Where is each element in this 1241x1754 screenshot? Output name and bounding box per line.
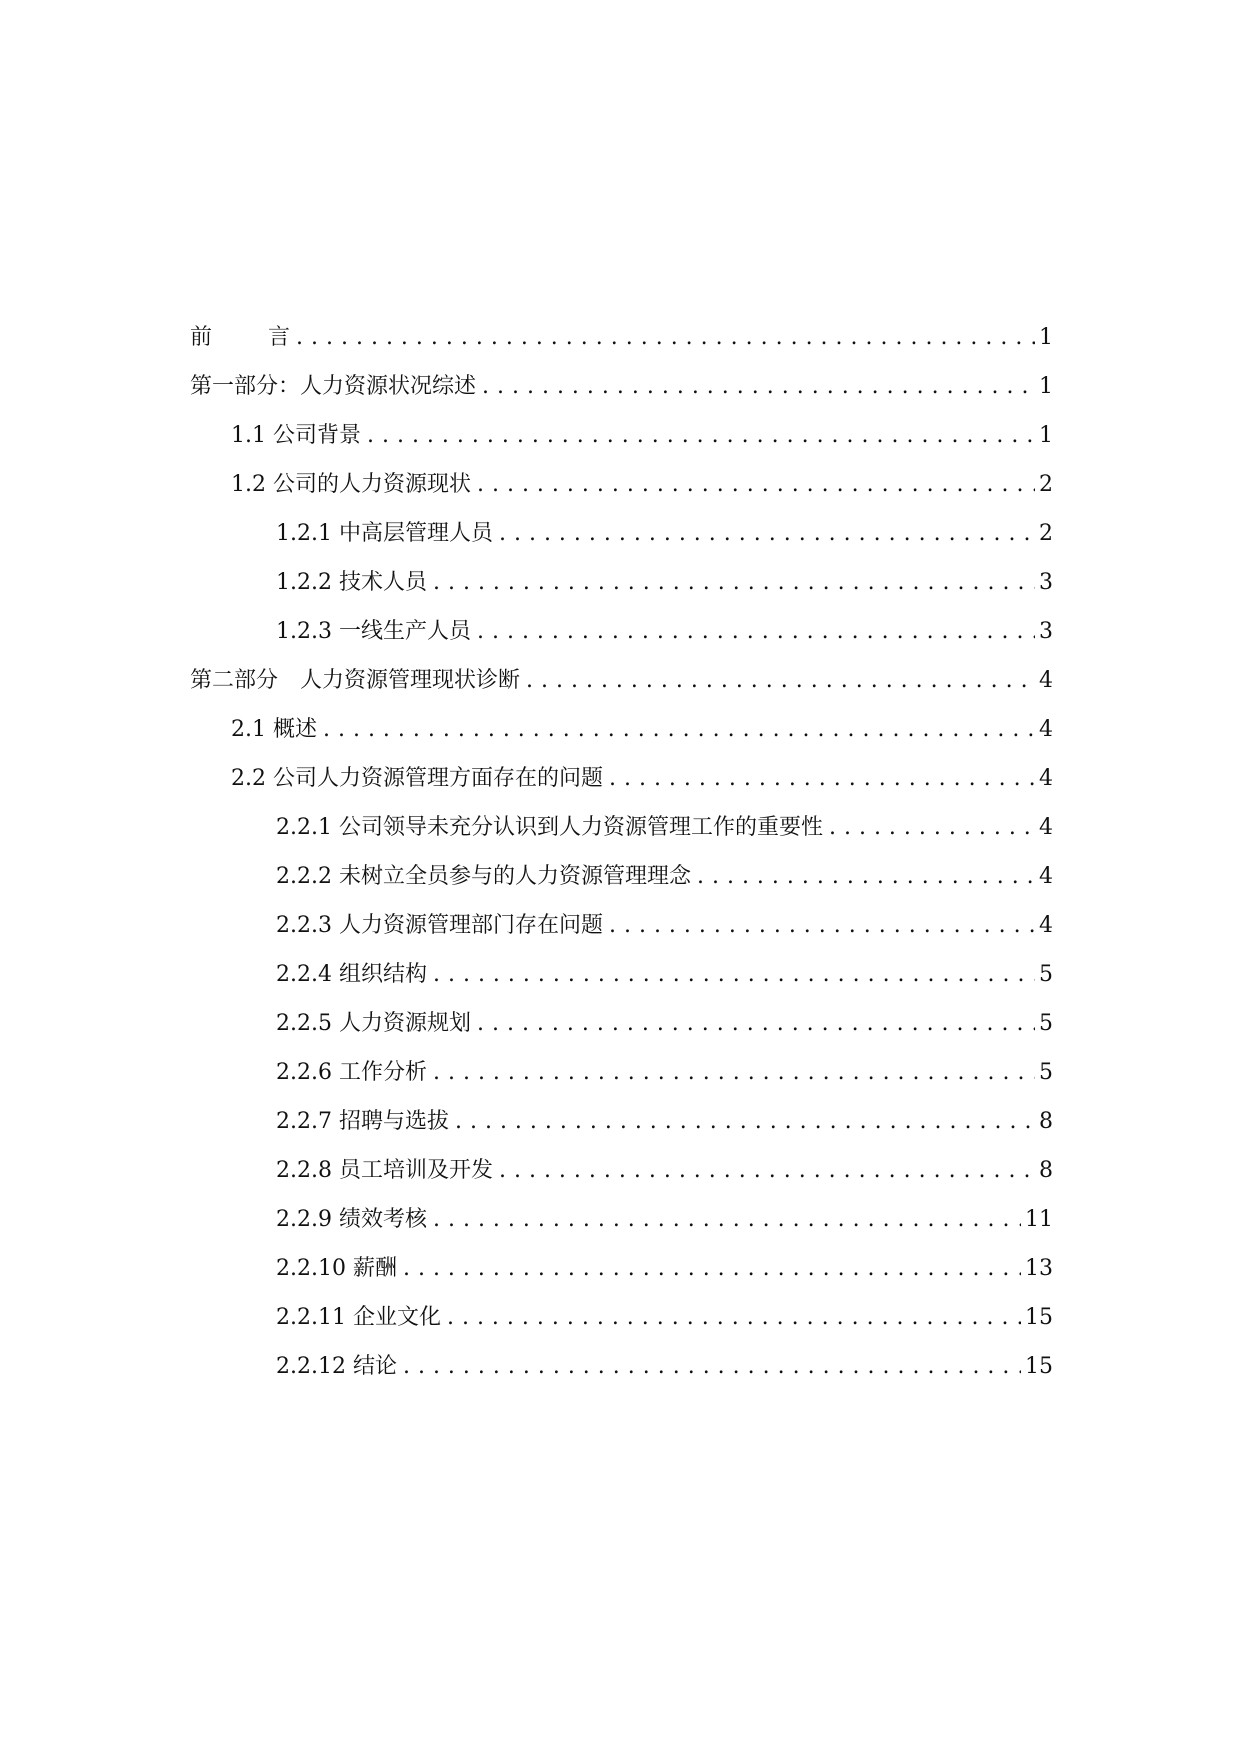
toc-page-number: 5 xyxy=(1039,1060,1053,1085)
toc-dot-leader xyxy=(455,1107,1035,1137)
toc-dot-leader xyxy=(499,519,1035,549)
toc-entry-label: 2.2.6 工作分析 xyxy=(276,1060,427,1085)
toc-entry-label: 1.1 公司背景 xyxy=(231,423,361,448)
toc-dot-leader xyxy=(433,1058,1035,1088)
toc-entry-1-2-1[interactable] xyxy=(0,519,1241,549)
toc-page-number: 3 xyxy=(1039,619,1053,644)
toc-page-number: 5 xyxy=(1039,962,1053,987)
toc-entry-2-2[interactable] xyxy=(0,764,1241,794)
toc-dot-leader xyxy=(477,617,1035,647)
toc-page-number: 4 xyxy=(1039,864,1053,889)
toc-page-number: 8 xyxy=(1039,1109,1053,1134)
toc-page-number: 8 xyxy=(1039,1158,1053,1183)
toc-entry-label: 2.2.8 员工培训及开发 xyxy=(276,1158,493,1183)
toc-entry-label: 2.1 概述 xyxy=(231,717,317,742)
toc-page-number: 2 xyxy=(1039,521,1053,546)
toc-page-number: 2 xyxy=(1039,472,1053,497)
toc-dot-leader xyxy=(367,421,1035,451)
toc-dot-leader xyxy=(477,470,1035,500)
toc-entry-label: 第一部分：人力资源状况综述 xyxy=(190,374,477,399)
toc-entry-label: 1.2.1 中高层管理人员 xyxy=(276,521,493,546)
toc-entry-label: 2.2 公司人力资源管理方面存在的问题 xyxy=(231,766,603,791)
toc-dot-leader xyxy=(403,1254,1021,1284)
toc-entry-2-2-2[interactable] xyxy=(0,862,1241,892)
toc-entry-2-2-6[interactable] xyxy=(0,1058,1241,1088)
toc-page-number: 4 xyxy=(1039,913,1053,938)
toc-entry-2-2-11[interactable] xyxy=(0,1303,1241,1333)
toc-page-number: 4 xyxy=(1039,717,1053,742)
toc-entry-label: 2.2.11 企业文化 xyxy=(276,1305,441,1330)
toc-entry-part1[interactable] xyxy=(0,372,1241,402)
toc-entry-foreword[interactable] xyxy=(0,323,1241,353)
toc-entry-1-1[interactable] xyxy=(0,421,1241,451)
toc-entry-label: 第二部分 人力资源管理现状诊断 xyxy=(190,668,521,693)
toc-dot-leader xyxy=(447,1303,1021,1333)
toc-entry-label: 前 言 xyxy=(190,325,291,350)
toc-entry-2-2-10[interactable] xyxy=(0,1254,1241,1284)
toc-page-number: 1 xyxy=(1039,325,1053,350)
toc-dot-leader xyxy=(323,715,1035,745)
toc-entry-1-2-2[interactable] xyxy=(0,568,1241,598)
toc-entry-label: 2.2.10 薪酬 xyxy=(276,1256,397,1281)
toc-page-number: 15 xyxy=(1025,1305,1053,1330)
toc-entry-2-2-7[interactable] xyxy=(0,1107,1241,1137)
toc-dot-leader xyxy=(526,666,1035,696)
toc-entry-label: 2.2.12 结论 xyxy=(276,1354,397,1379)
toc-entry-2-2-9[interactable] xyxy=(0,1205,1241,1235)
toc-entry-2-2-8[interactable] xyxy=(0,1156,1241,1186)
toc-entry-label: 2.2.7 招聘与选拔 xyxy=(276,1109,449,1134)
toc-dot-leader xyxy=(403,1352,1021,1382)
toc-entry-label: 2.2.5 人力资源规划 xyxy=(276,1011,471,1036)
toc-dot-leader xyxy=(697,862,1035,892)
toc-entry-2-2-4[interactable] xyxy=(0,960,1241,990)
toc-page-number: 13 xyxy=(1025,1256,1053,1281)
toc-page-number: 4 xyxy=(1039,766,1053,791)
toc-dot-leader xyxy=(829,813,1035,843)
toc-dot-leader xyxy=(433,568,1035,598)
toc-entry-2-1[interactable] xyxy=(0,715,1241,745)
toc-entry-label: 2.2.9 绩效考核 xyxy=(276,1207,427,1232)
toc-dot-leader xyxy=(433,960,1035,990)
toc-entry-2-2-5[interactable] xyxy=(0,1009,1241,1039)
toc-page-number: 5 xyxy=(1039,1011,1053,1036)
toc-page-number: 3 xyxy=(1039,570,1053,595)
toc-dot-leader xyxy=(609,911,1035,941)
toc-dot-leader xyxy=(499,1156,1035,1186)
toc-entry-label: 2.2.4 组织结构 xyxy=(276,962,427,987)
toc-entry-label: 2.2.1 公司领导未充分认识到人力资源管理工作的重要性 xyxy=(276,815,823,840)
toc-dot-leader xyxy=(433,1205,1021,1235)
toc-page-number: 1 xyxy=(1039,374,1053,399)
toc-entry-label: 1.2.3 一线生产人员 xyxy=(276,619,471,644)
toc-entry-label: 1.2.2 技术人员 xyxy=(276,570,427,595)
toc-entry-1-2-3[interactable] xyxy=(0,617,1241,647)
toc-entry-2-2-12[interactable] xyxy=(0,1352,1241,1382)
toc-page-number: 15 xyxy=(1025,1354,1053,1379)
toc-entry-part2[interactable] xyxy=(0,666,1241,696)
toc-entry-label: 1.2 公司的人力资源现状 xyxy=(231,472,471,497)
toc-entry-label: 2.2.3 人力资源管理部门存在问题 xyxy=(276,913,603,938)
toc-dot-leader xyxy=(609,764,1035,794)
toc-entry-label: 2.2.2 未树立全员参与的人力资源管理理念 xyxy=(276,864,691,889)
toc-dot-leader xyxy=(482,372,1035,402)
toc-page-number: 1 xyxy=(1039,423,1053,448)
toc-entry-1-2[interactable] xyxy=(0,470,1241,500)
toc-page-number: 4 xyxy=(1039,668,1053,693)
toc-page-number: 4 xyxy=(1039,815,1053,840)
toc-dot-leader xyxy=(296,323,1035,353)
toc-dot-leader xyxy=(477,1009,1035,1039)
toc-entry-2-2-3[interactable] xyxy=(0,911,1241,941)
toc-page-number: 11 xyxy=(1025,1207,1053,1232)
toc-entry-2-2-1[interactable] xyxy=(0,813,1241,843)
